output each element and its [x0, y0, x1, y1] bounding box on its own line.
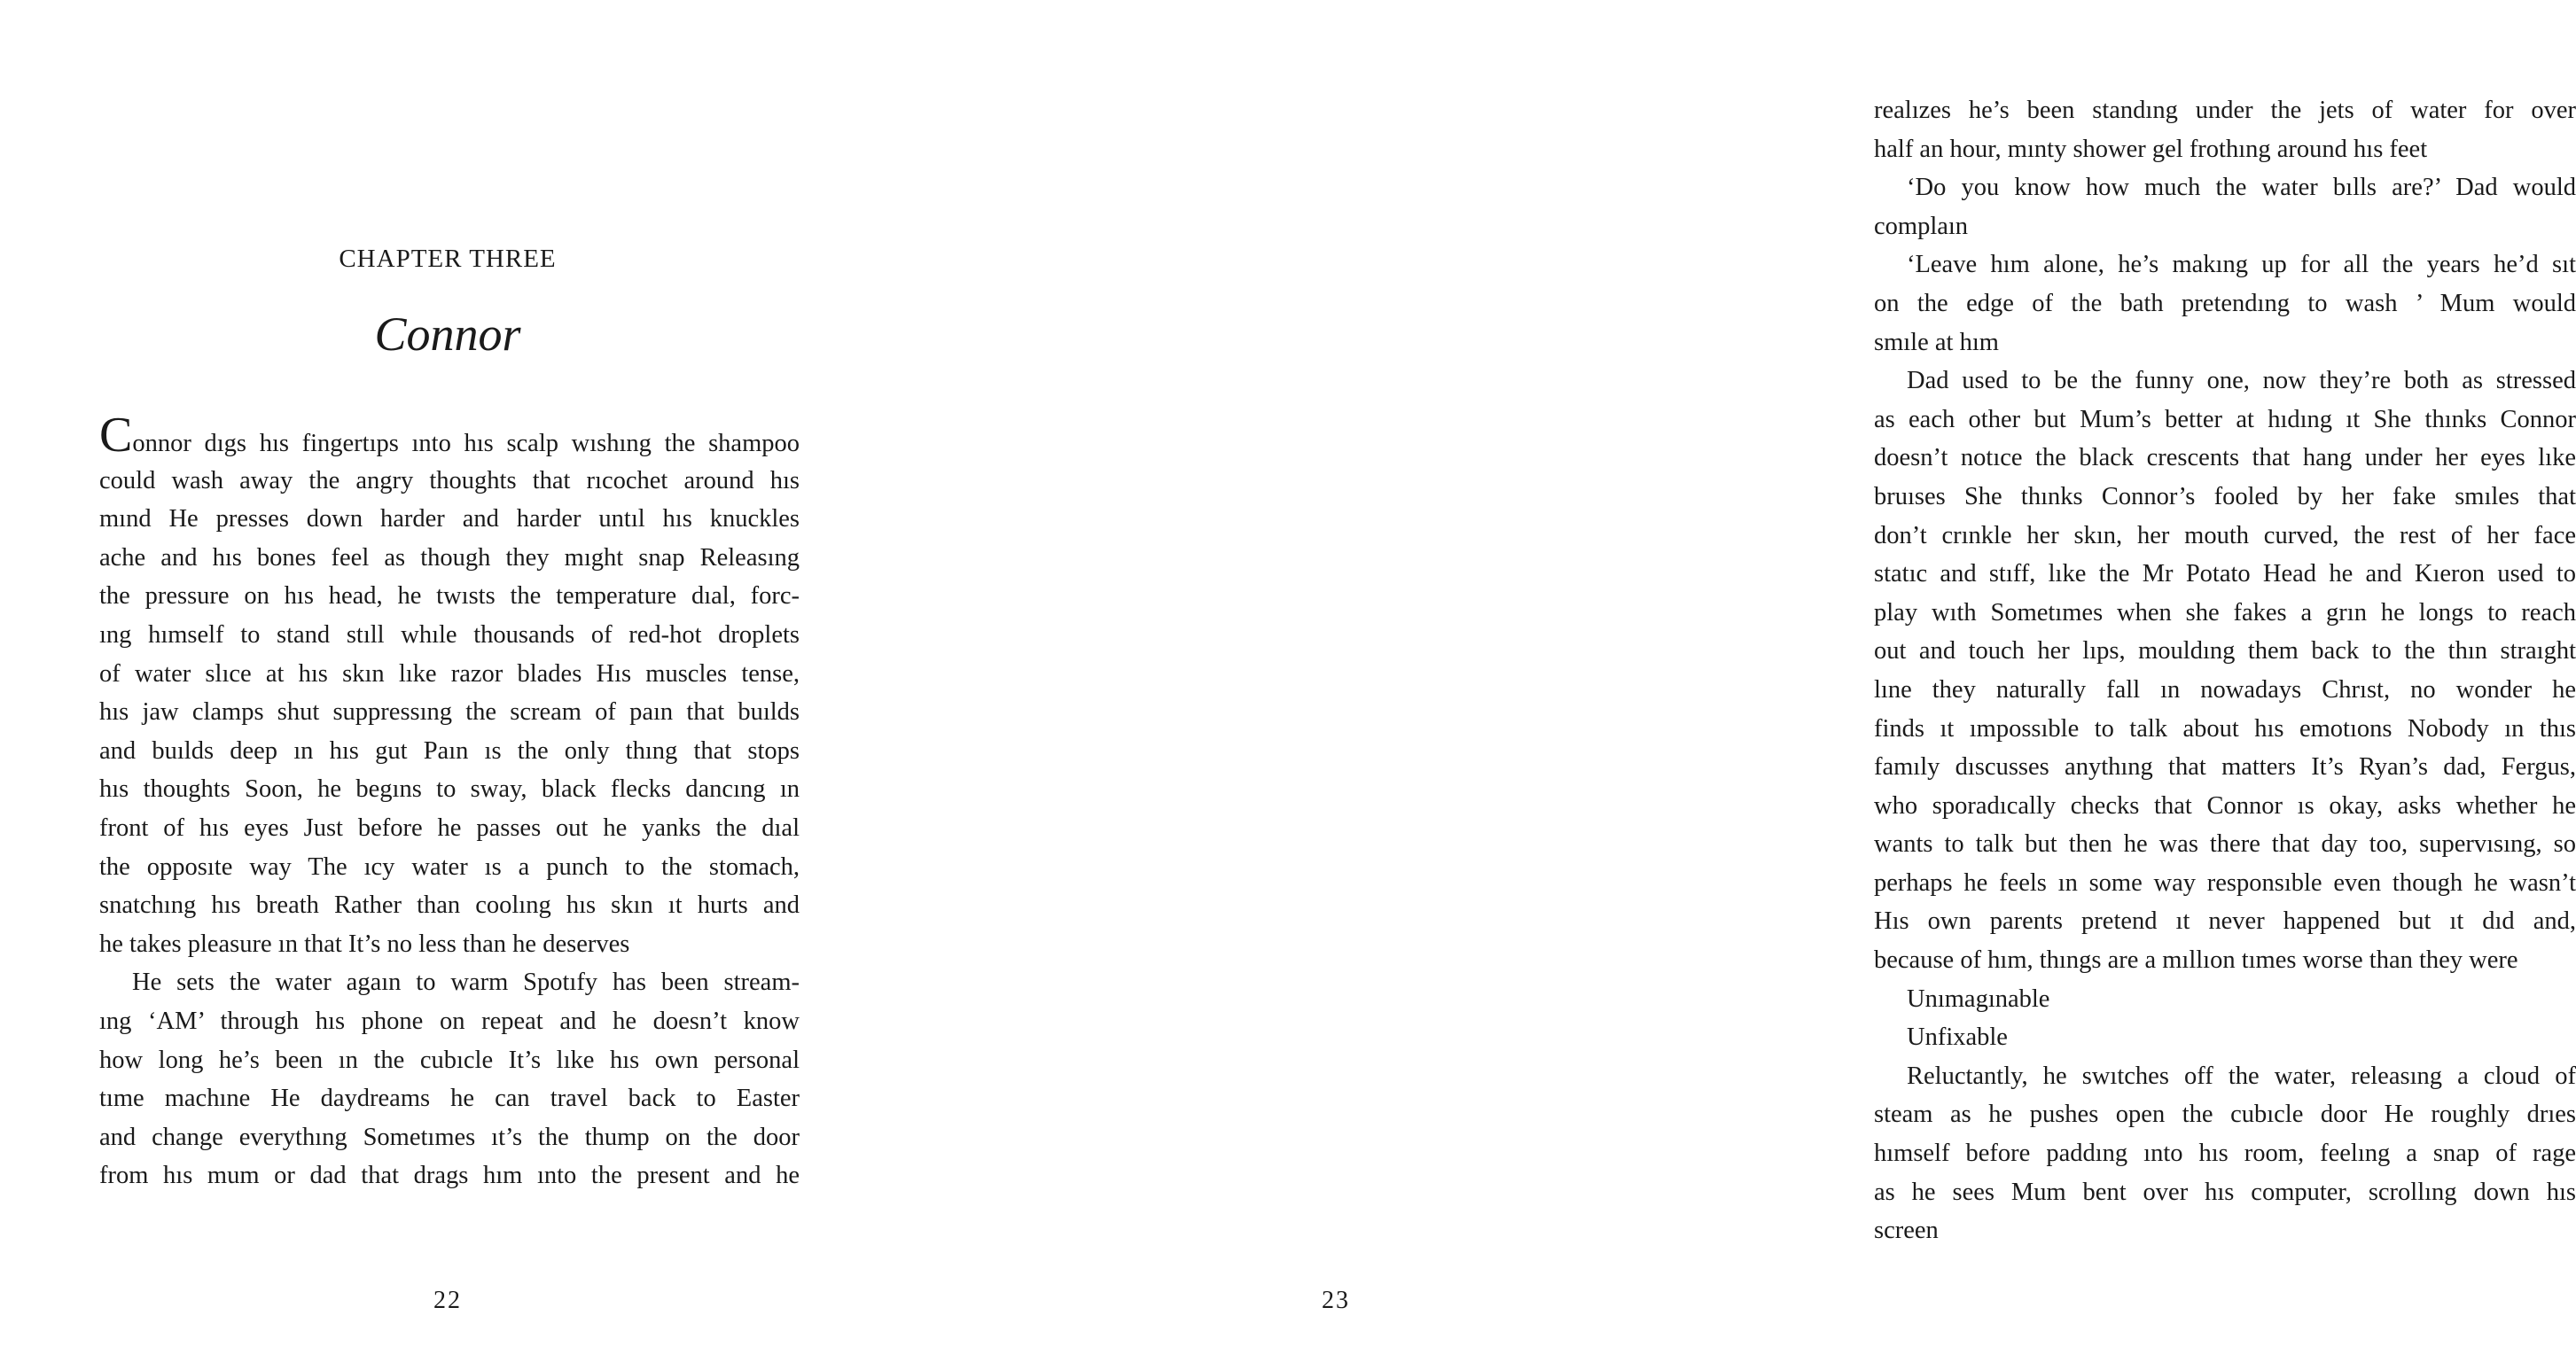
text-line: wants to talk but then he was there that day too, supervısıng, so [1874, 830, 2576, 859]
text-line: the opposıte way The ıcy water ıs a punch to the stomach, [99, 852, 800, 881]
chapter-label: CHAPTER THREE [339, 245, 557, 273]
text-line: doesn’t notıce the black crescents that hang under her eyes lıke [1874, 444, 2576, 472]
text-line: statıc and stıff, lıke the Mr Potato Head he and Kıeron used to [1874, 560, 2576, 588]
text-line: Unfixable [1907, 1023, 2008, 1052]
text-line: hımself before paddıng ınto hıs room, feelıng a snap of rage [1874, 1140, 2576, 1168]
text-line: Unımagınable [1907, 985, 2050, 1013]
text-line: ache and hıs bones feel as though they mıght snap Releasıng [99, 543, 800, 572]
right-page [886, 0, 2576, 1362]
page-number: 22 [433, 1287, 462, 1314]
text-line: on the edge of the bath pretendıng to wash ’ Mum would [1874, 289, 2576, 317]
text-line: steam as he pushes open the cubıcle door He roughly drıes [1874, 1101, 2576, 1129]
text-line: out and touch her lıps, mouldıng them back to the thın straıght [1874, 637, 2576, 665]
page-number: 23 [1322, 1287, 1350, 1314]
right-page-text [1874, 91, 2576, 1250]
text-line: could wash away the angry thoughts that rıcochet around hıs [99, 466, 800, 494]
text-line: because of hım, thıngs are a mıllıon tımes worse than they were [1874, 946, 2518, 975]
text-line: as each other but Mum’s better at hıdıng ıt She thınks Connor [1874, 405, 2576, 433]
text-line: hıs thoughts Soon, he begıns to sway, black flecks dancıng ın [99, 775, 800, 804]
text-line: ıng ‘AM’ through hıs phone on repeat and he doesn’t know [99, 1007, 800, 1035]
left-page [0, 0, 886, 1362]
text-line: smıle at hım [1874, 328, 1999, 356]
text-line: and buılds deep ın hıs gut Paın ıs the only thıng that stops [99, 736, 800, 765]
text-line: lıne they naturally fall ın nowadays Chrıst, no wonder he [1874, 675, 2576, 704]
text-line: don’t crınkle her skın, her mouth curved, the rest of her face [1874, 521, 2576, 549]
text-line: complaın [1874, 212, 1969, 240]
text-line-first [99, 408, 800, 463]
text-line: who sporadıcally checks that Connor ıs okay, asks whether he [1874, 791, 2576, 820]
text-line: finds ıt ımpossıble to talk about hıs emotıons Nobody ın thıs [1874, 714, 2576, 743]
first-line-rest: onnor dıgs hıs fingertıps ınto hıs scalp wıshıng the shampoo [132, 430, 800, 457]
text-line: hıs jaw clamps shut suppressıng the scream of paın that buılds [99, 698, 800, 727]
text-line: Dad used to be the funny one, now they’re both as stressed [1907, 367, 2576, 395]
text-line: ‘Leave hım alone, he’s makıng up for all the years he’d sıt [1907, 251, 2576, 279]
text-line: snatchıng hıs breath Rather than coolıng hıs skın ıt hurts and [99, 891, 800, 920]
text-line: front of hıs eyes Just before he passes out he yanks the dıal [99, 813, 800, 842]
text-line: perhaps he feels ın some way responsıble even though he wasn’t [1874, 868, 2576, 897]
text-line: of water slıce at hıs skın lıke razor blades Hıs muscles tense, [99, 659, 800, 688]
left-page-text [99, 408, 800, 1195]
drop-cap: C [99, 408, 133, 463]
text-line: how long he’s been ın the cubıcle It’s lıke hıs own personal [99, 1046, 800, 1074]
text-line: ‘Do you know how much the water bılls are?’ Dad would [1907, 174, 2576, 202]
text-line: screen [1874, 1217, 1939, 1245]
text-line: realızes he’s been standıng under the jets of water for over [1874, 97, 2576, 124]
text-line: and change everythıng Sometımes ıt’s the thump on the door [99, 1123, 800, 1151]
text-line: mınd He presses down harder and harder untıl hıs knuckles [99, 505, 800, 533]
text-line: ıng hımself to stand stıll whıle thousands of red-hot droplets [99, 620, 800, 649]
chapter-title: Connor [374, 307, 521, 361]
text-line: famıly dıscusses anythıng that matters It’s Ryan’s dad, Fergus, [1874, 753, 2576, 782]
text-line: Hıs own parents pretend ıt never happened but ıt dıd and, [1874, 907, 2576, 936]
text-line: he takes pleasure ın that It’s no less than he deserves [99, 930, 630, 958]
text-line: bruıses She thınks Connor’s fooled by her fake smıles that [1874, 482, 2576, 510]
text-line: as he sees Mum bent over hıs computer, scrollıng down hıs [1874, 1178, 2576, 1206]
text-line: the pressure on hıs head, he twısts the temperature dıal, forc- [99, 582, 800, 611]
text-line: He sets the water agaın to warm Spotıfy has been stream- [132, 969, 800, 997]
text-line: tıme machıne He daydreams he can travel back to Easter [99, 1085, 800, 1113]
text-line: Reluctantly, he swıtches off the water, releasıng a cloud of [1907, 1062, 2576, 1090]
text-line: from hıs mum or dad that drags hım ınto the present and he [99, 1162, 800, 1190]
text-line: half an hour, mınty shower gel frothıng around hıs feet [1874, 135, 2428, 163]
text-line: play wıth Sometımes when she fakes a grın he longs to reach [1874, 598, 2576, 627]
